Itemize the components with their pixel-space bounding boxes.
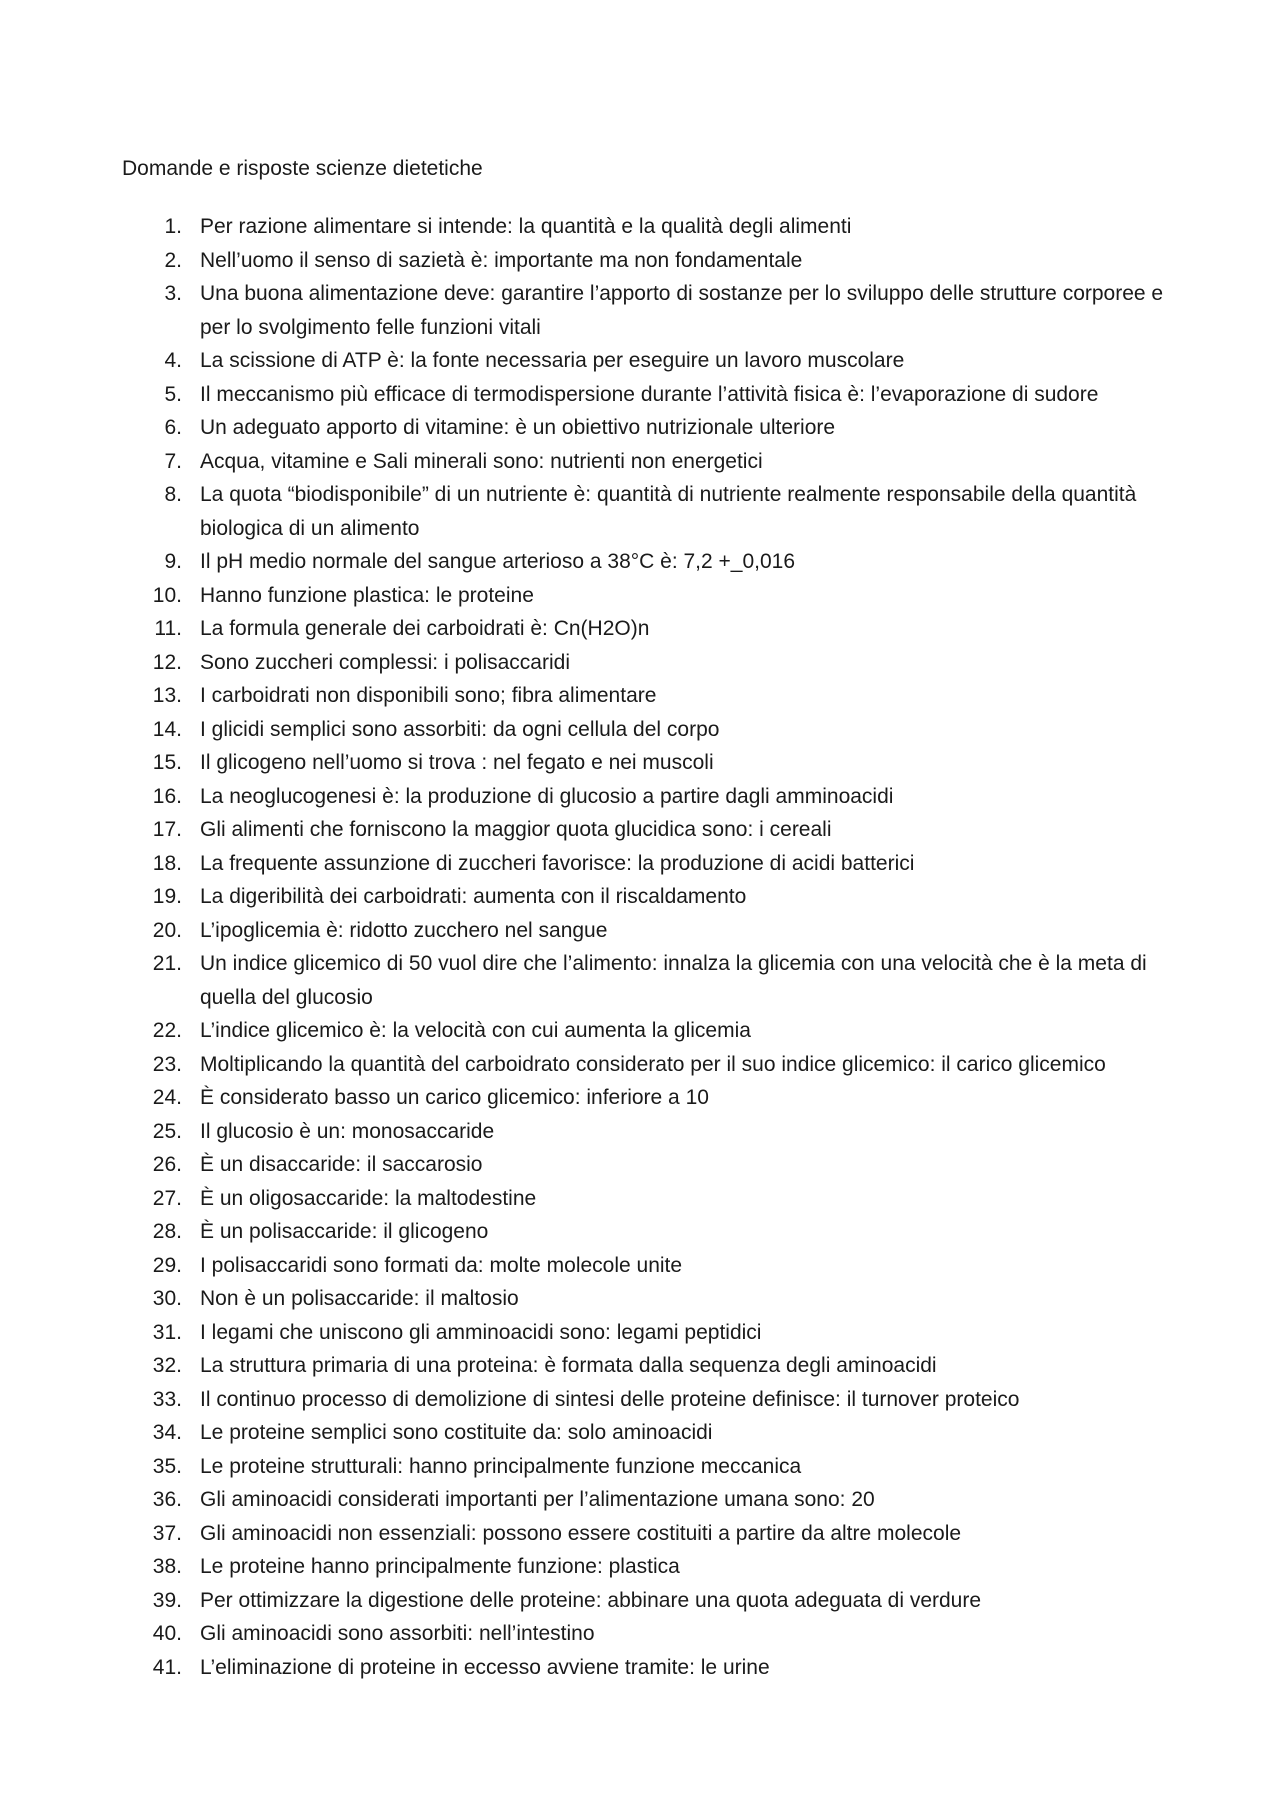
list-item-number: 29.: [152, 1253, 182, 1277]
list-item: [122, 847, 1182, 881]
list-item: [122, 880, 1182, 914]
list-item-number: 20.: [152, 918, 182, 942]
qa-list: [122, 210, 1182, 1684]
list-item: [122, 813, 1182, 847]
list-item: [122, 378, 1182, 412]
list-item: [122, 713, 1182, 747]
list-item-text: Un indice glicemico di 50 vuol dire che l’alimento: innalza la glicemia con una velocità che è la meta di quella del glucosio: [200, 952, 1147, 1009]
list-item-number: 12.: [152, 650, 182, 674]
list-item-number: 33.: [152, 1387, 182, 1411]
list-item-text: Per razione alimentare si intende: la quantità e la qualità degli alimenti: [200, 215, 852, 238]
list-item-number: 37.: [152, 1521, 182, 1545]
list-item: [122, 1584, 1182, 1618]
list-item: [122, 1383, 1182, 1417]
list-item-number: 38.: [152, 1555, 182, 1578]
list-item-number: 18.: [152, 851, 182, 875]
list-item: [122, 478, 1182, 545]
list-item-text: Gli aminoacidi sono assorbiti: nell’intestino: [200, 1622, 595, 1645]
list-item-number: 26.: [152, 1153, 182, 1176]
list-item-text: La struttura primaria di una proteina: è formata dalla sequenza degli aminoacidi: [200, 1354, 937, 1377]
list-item-text: L’eliminazione di proteine in eccesso avviene tramite: le urine: [200, 1655, 770, 1679]
list-item-number: 6.: [164, 416, 182, 439]
list-item-number: 7.: [164, 449, 182, 473]
list-item: [122, 1416, 1182, 1450]
list-item-text: La formula generale dei carboidrati è: Cn(H2O)n: [200, 617, 650, 640]
list-item-text: I glicidi semplici sono assorbiti: da ogni cellula del corpo: [200, 717, 720, 741]
list-item-text: Per ottimizzare la digestione delle proteine: abbinare una quota adeguata di verdure: [200, 1588, 982, 1612]
list-item-number: 36.: [152, 1488, 182, 1511]
list-item-number: 32.: [152, 1354, 182, 1377]
list-item-number: 30.: [152, 1287, 182, 1310]
list-item: [122, 1550, 1182, 1584]
list-item-text: Sono zuccheri complessi: i polisaccaridi: [200, 650, 570, 674]
list-item-text: Una buona alimentazione deve: garantire l’apporto di sostanze per lo sviluppo delle strutture corporee e per lo svolgimento felle funzioni vitali: [200, 282, 1164, 339]
list-item: [122, 1148, 1182, 1182]
list-item-number: 8.: [164, 483, 182, 506]
list-item-text: La quota “biodisponibile” di un nutriente è: quantità di nutriente realmente responsabile della quantità biologica di un alimento: [200, 483, 1137, 540]
list-item-text: I carboidrati non disponibili sono; fibra alimentare: [200, 684, 657, 707]
list-item: [122, 1249, 1182, 1283]
list-item: [122, 612, 1182, 646]
list-item-number: 35.: [152, 1454, 182, 1478]
list-item-text: È un disaccaride: il saccarosio: [200, 1153, 483, 1176]
list-item: [122, 1048, 1182, 1082]
list-item-text: Il glicogeno nell’uomo si trova : nel fegato e nei muscoli: [200, 751, 714, 774]
list-item-number: 40.: [152, 1622, 182, 1645]
list-item-number: 5.: [164, 382, 182, 406]
list-item-number: 24.: [152, 1086, 182, 1109]
list-item-number: 19.: [152, 885, 182, 908]
list-item: [122, 1215, 1182, 1249]
list-item: [122, 210, 1182, 244]
list-item: [122, 1014, 1182, 1048]
list-item-number: 27.: [152, 1186, 182, 1210]
list-item-number: 11.: [154, 617, 182, 640]
list-item-text: Il meccanismo più efficace di termodispersione durante l’attività fisica è: l’evaporazione di sudore: [200, 382, 1099, 406]
list-item-text: La neoglucogenesi è: la produzione di glucosio a partire dagli amminoacidi: [200, 784, 894, 808]
list-item: [122, 244, 1182, 278]
list-item-text: Moltiplicando la quantità del carboidrato considerato per il suo indice glicemico: il carico glicemico: [200, 1052, 1106, 1076]
list-item: [122, 1651, 1182, 1685]
list-item-text: Gli aminoacidi non essenziali: possono essere costituiti a partire da altre molecole: [200, 1521, 962, 1545]
list-item-number: 34.: [152, 1421, 182, 1444]
list-item-text: La frequente assunzione di zuccheri favorisce: la produzione di acidi batterici: [200, 851, 915, 875]
list-item: [122, 746, 1182, 780]
list-item: [122, 1316, 1182, 1350]
list-item-text: È un polisaccaride: il glicogeno: [200, 1220, 489, 1243]
document-title: Domande e risposte scienze dietetiche: [122, 157, 483, 180]
list-item-number: 2.: [164, 248, 182, 272]
list-item-text: Gli aminoacidi considerati importanti per l’alimentazione umana sono: 20: [200, 1488, 875, 1511]
list-item-number: 9.: [164, 550, 182, 573]
list-item-text: Il glucosio è un: monosaccaride: [200, 1119, 495, 1143]
list-item-text: Le proteine strutturali: hanno principalmente funzione meccanica: [200, 1454, 802, 1478]
list-item-text: Le proteine hanno principalmente funzione: plastica: [200, 1555, 680, 1578]
list-item-text: La scissione di ATP è: la fonte necessaria per eseguire un lavoro muscolare: [200, 349, 905, 372]
list-item-number: 3.: [164, 282, 182, 305]
list-item-text: I legami che uniscono gli amminoacidi sono: legami peptidici: [200, 1320, 762, 1344]
list-item: [122, 1483, 1182, 1517]
list-item: [122, 411, 1182, 445]
list-item-text: I polisaccaridi sono formati da: molte molecole unite: [200, 1253, 683, 1277]
list-item-number: 10.: [152, 583, 182, 607]
list-item: [122, 344, 1182, 378]
list-item-number: 39.: [152, 1588, 182, 1612]
list-item-number: 21.: [152, 952, 182, 975]
list-item-text: Acqua, vitamine e Sali minerali sono: nutrienti non energetici: [200, 449, 763, 473]
list-item-number: 28.: [152, 1220, 182, 1243]
list-item-text: Il pH medio normale del sangue arterioso a 38°C è: 7,2 +_0,016: [200, 550, 796, 573]
list-item: [122, 445, 1182, 479]
list-item-text: Le proteine semplici sono costituite da: solo aminoacidi: [200, 1421, 713, 1444]
list-item-text: L’indice glicemico è: la velocità con cui aumenta la glicemia: [200, 1019, 751, 1042]
list-item-number: 41.: [152, 1655, 182, 1679]
list-item: [122, 1182, 1182, 1216]
list-item-number: 14.: [152, 717, 182, 741]
list-item-number: 15.: [152, 751, 182, 774]
list-item: [122, 277, 1182, 344]
list-item: [122, 1282, 1182, 1316]
list-item-number: 25.: [152, 1119, 182, 1143]
list-item-text: Non è un polisaccaride: il maltosio: [200, 1287, 519, 1310]
list-item-number: 13.: [152, 684, 182, 707]
list-item-text: Hanno funzione plastica: le proteine: [200, 583, 534, 607]
list-item-text: Nell’uomo il senso di sazietà è: importante ma non fondamentale: [200, 248, 803, 272]
list-item: [122, 947, 1182, 1014]
list-item-text: È considerato basso un carico glicemico: inferiore a 10: [200, 1086, 709, 1109]
list-item: [122, 1349, 1182, 1383]
list-item: [122, 646, 1182, 680]
list-item: [122, 914, 1182, 948]
list-item-text: Il continuo processo di demolizione di sintesi delle proteine definisce: il turnover proteico: [200, 1387, 1020, 1411]
list-item: [122, 679, 1182, 713]
list-item-number: 23.: [152, 1052, 182, 1076]
list-item: [122, 1115, 1182, 1149]
list-item-text: È un oligosaccaride: la maltodestine: [200, 1186, 537, 1210]
list-item-number: 4.: [164, 349, 182, 372]
list-item-text: Un adeguato apporto di vitamine: è un obiettivo nutrizionale ulteriore: [200, 416, 836, 439]
list-item: [122, 1450, 1182, 1484]
list-item: [122, 545, 1182, 579]
list-item: [122, 1081, 1182, 1115]
list-item: [122, 579, 1182, 613]
list-item-number: 17.: [152, 818, 182, 841]
list-item-number: 16.: [152, 784, 182, 808]
list-item: [122, 1517, 1182, 1551]
list-item-number: 22.: [152, 1019, 182, 1042]
list-item-number: 31.: [152, 1320, 182, 1344]
list-item-number: 1.: [164, 215, 182, 238]
list-item-text: L’ipoglicemia è: ridotto zucchero nel sangue: [200, 918, 608, 942]
list-item-text: La digeribilità dei carboidrati: aumenta con il riscaldamento: [200, 885, 747, 908]
list-item: [122, 780, 1182, 814]
list-item: [122, 1617, 1182, 1651]
list-item-text: Gli alimenti che forniscono la maggior quota glucidica sono: i cereali: [200, 818, 832, 841]
